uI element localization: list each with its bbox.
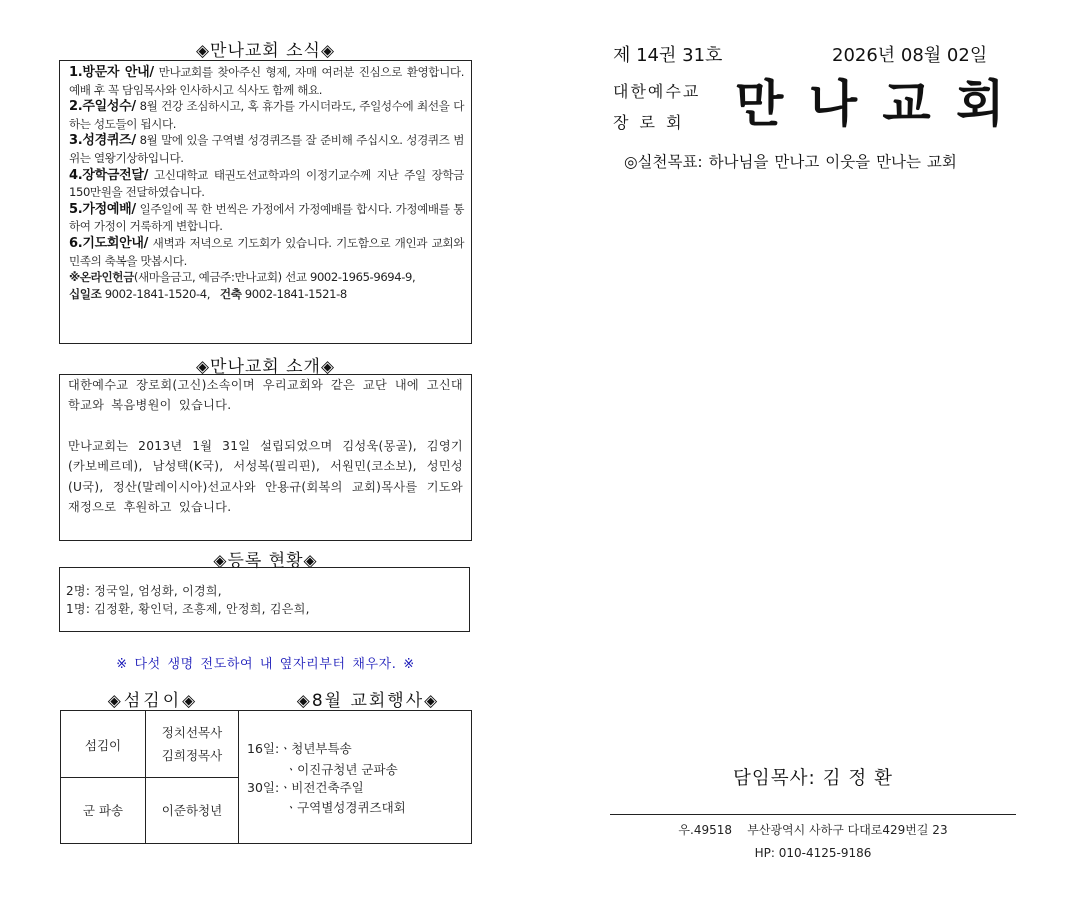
denomination-line: 장 로 회 (613, 113, 685, 132)
church-name: 만 나 교 회 (735, 75, 1009, 133)
church-address: 우.49518 부산광역시 사하구 다대로429번길 23 (678, 823, 948, 837)
news-item-label: 2.주일성수/ (69, 99, 136, 115)
practice-goal: ◎실천목표: 하나님을 만나고 이웃을 만나는 교회 (624, 153, 957, 171)
intro-box (59, 374, 472, 541)
news-item-text: 고신대학교 태권도선교학과의 이정기교수께 지난 주일 장학금 150만원을 전달하였습니다. (69, 167, 464, 200)
volume-number: 제 14권 31호 (613, 45, 723, 66)
news-item-label: 6.기도회안내/ (69, 235, 149, 251)
building-account: 9002-1841-1521-8 (241, 286, 347, 301)
online-offering-label: ※온라인헌금 (69, 270, 134, 285)
news-item (69, 64, 464, 98)
serve-row2-label: 군 파송 (82, 803, 124, 818)
event-line: 16일:ㆍ청년부특송 (247, 741, 352, 756)
news-box (59, 60, 472, 344)
news-item-text: 8월 건강 조심하시고, 혹 휴가를 가시더라도, 주일성수에 최선을 다하는 성도들이 됩시다. (69, 99, 464, 131)
news-item (69, 167, 464, 201)
tithe-account: 9002-1841-1520-4, (101, 286, 220, 301)
intro-title: ◈만나교회 소개◈ (195, 357, 336, 377)
online-offering-text: (새마을금고, 예금주:만나교회) 선교 9002-1965-9694-9, (133, 270, 416, 285)
online-offering-line (69, 269, 464, 286)
event-line: 30일:ㆍ비전건축주일 (247, 780, 364, 795)
news-item-label: 3.성경퀴즈/ (69, 133, 136, 149)
intro-paragraph: 만나교회는 2013년 1월 31일 설립되었으며 김성욱(몽골), 김영기(카보베르데), 남성택(K국), 서성복(필리핀), 서원민(코소보), 성민성(U국), 정산(말레이시아)선교사와 안용규(회복의 교회)목사를 기도와 재정으로 후원하고 있습니다. (68, 438, 463, 515)
event-line: ㆍ이진규청년 군파송 (285, 762, 398, 777)
tithe-label: 십일조 (69, 286, 102, 301)
event-line: ㆍ구역별성경퀴즈대회 (285, 800, 406, 815)
registration-line: 1명: 김정환, 황인덕, 조흥제, 안정희, 김은희, (66, 602, 310, 616)
registration-title: ◈등록 현황◈ (213, 551, 318, 571)
account-numbers-line (69, 286, 464, 303)
serve-row2-value: 이준하청년 (161, 803, 223, 818)
news-item-text: 일주일에 꼭 한 번씩은 가정에서 가정예배를 합시다. 가정예배를 통하여 가정이 거룩하게 변합니다. (69, 201, 464, 234)
footer-divider (610, 814, 1016, 815)
intro-paragraph: 대한예수교 장로회(고신)소속이며 우리교회와 같은 교단 내에 고신대학교와 복음병원이 있습니다. (68, 378, 463, 413)
serve-title: ◈섬김이◈ (107, 691, 199, 711)
news-item-text: 만나교회를 찾아주신 형제, 자매 여러분 진심으로 환영합니다. 예배 후 꼭 담임목사와 인사하시고 식사도 함께 해요. (69, 65, 464, 97)
news-title: ◈만나교회 소식◈ (195, 41, 336, 61)
serve-row1-value: 정치선목사 (161, 725, 223, 740)
serve-row1-label: 섬김이 (84, 738, 122, 753)
news-item (69, 201, 464, 235)
news-item (69, 235, 464, 269)
registration-line: 2명: 정국일, 엄성화, 이경희, (66, 584, 222, 598)
pastor-name: 담임목사: 김 정 환 (733, 768, 893, 789)
news-item-text: 새벽과 저녁으로 기도회가 있습니다. 기도함으로 개인과 교회와 민족의 축복을 맛봅시다. (69, 235, 464, 268)
registration-box (59, 567, 470, 632)
serve-row1-value: 김희정목사 (161, 748, 223, 763)
news-item (69, 132, 464, 166)
news-item-text: 8월 말에 있을 구역별 성경퀴즈를 잘 준비해 주십시오. 성경퀴즈 범위는 열왕기상하입니다. (69, 133, 464, 165)
events-title: ◈8월 교회행사◈ (296, 691, 440, 711)
bulletin-date: 2026년 08월 02일 (832, 45, 988, 66)
church-phone: HP: 010-4125-9186 (754, 846, 872, 860)
denomination-line: 대한예수교 (613, 82, 701, 101)
news-item (69, 98, 464, 132)
building-label: 건축 (219, 286, 242, 301)
news-item-label: 4.장학금전달/ (69, 167, 149, 183)
serve-events-table (60, 710, 472, 844)
news-item-label: 1.방문자 안내/ (69, 65, 154, 80)
evangelism-slogan: ※ 다섯 생명 전도하여 내 옆자리부터 채우자. ※ (116, 657, 415, 672)
news-item-label: 5.가정예배/ (69, 201, 136, 217)
